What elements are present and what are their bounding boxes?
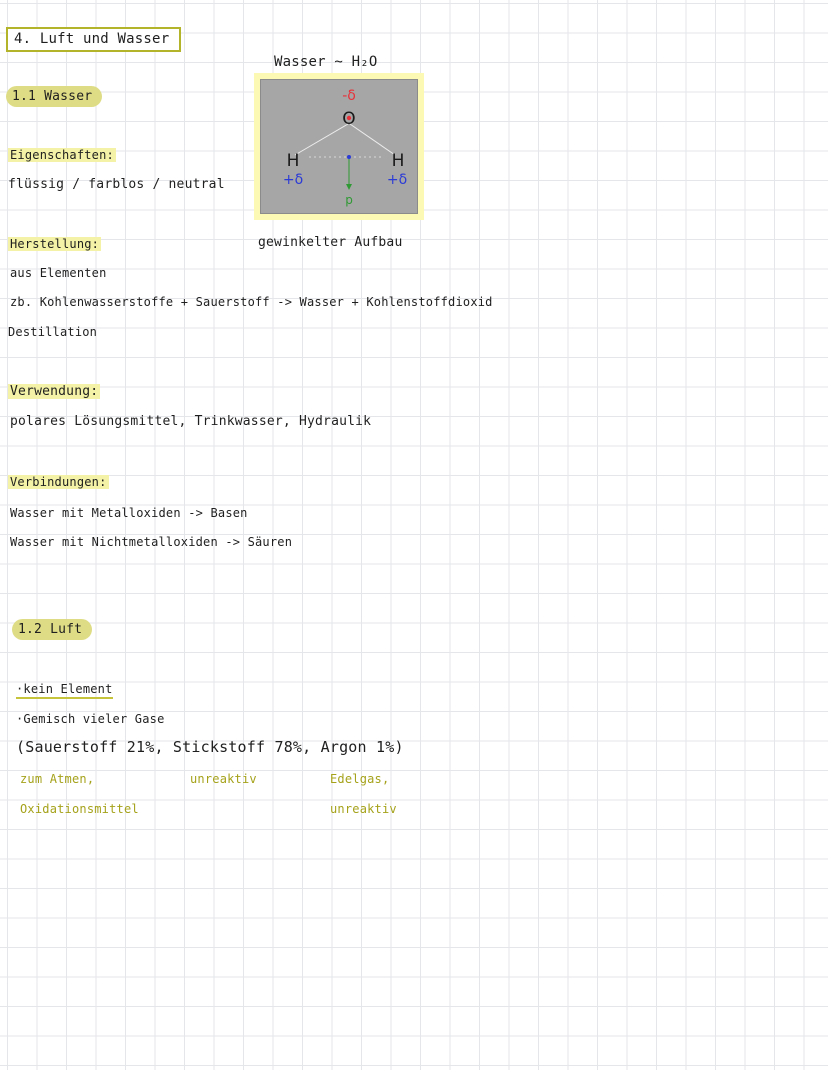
note-argon-1: Edelgas, (330, 772, 390, 786)
note-sauerstoff-1: zum Atmen, (20, 772, 95, 786)
luft-bullet-1-text: ·kein Element (16, 682, 113, 699)
dipole-label: p (345, 193, 353, 207)
water-molecule-svg (261, 80, 417, 213)
page-title: 4. Luft und Wasser (6, 27, 181, 52)
structure-caption: gewinkelter Aufbau (258, 235, 403, 250)
herstellung-line-3: Destillation (8, 325, 98, 339)
hydrogen-right-charge: +δ (386, 172, 408, 188)
molecule-diagram (260, 79, 418, 214)
verwendung-heading-text: Verwendung: (10, 384, 99, 399)
eigenschaften-heading-text: Eigenschaften: (10, 148, 114, 162)
luft-composition: (Sauerstoff 21%, Stickstoff 78%, Argon 1%) (16, 738, 404, 756)
bond-left (295, 124, 348, 155)
herstellung-heading-text: Herstellung: (10, 237, 100, 251)
bond-right (350, 124, 395, 155)
herstellung-heading (8, 237, 101, 251)
eigenschaften-text: flüssig / farblos / neutral (8, 177, 225, 192)
section-heading-luft: 1.2 Luft (12, 619, 92, 640)
verwendung-text: polares Lösungsmittel, Trinkwasser, Hydraulik (10, 414, 372, 429)
formula-label: Wasser ~ H₂O (274, 54, 378, 70)
eigenschaften-heading (8, 148, 116, 162)
verwendung-heading (8, 384, 100, 399)
hydrogen-left-charge: +δ (282, 172, 304, 188)
verbindungen-line-1: Wasser mit Metalloxiden -> Basen (10, 506, 248, 520)
oxygen-charge: -δ (342, 88, 356, 104)
luft-bullet-1 (16, 682, 113, 696)
hydrogen-left-symbol: H (286, 151, 300, 171)
dipole-arrow-head (346, 184, 352, 190)
oxygen-symbol: O (342, 109, 356, 129)
herstellung-line-1: aus Elementen (10, 266, 107, 280)
herstellung-line-2: zb. Kohlenwasserstoffe + Sauerstoff -> Wasser + Kohlenstoffdioxid (10, 295, 493, 309)
hydrogen-right-symbol: H (391, 151, 405, 171)
verbindungen-heading (8, 475, 109, 489)
note-stickstoff: unreaktiv (190, 772, 257, 786)
verbindungen-line-2: Wasser mit Nichtmetalloxiden -> Säuren (10, 535, 293, 549)
charge-center-dot (347, 155, 351, 159)
luft-bullet-2: ·Gemisch vieler Gase (16, 712, 165, 726)
note-argon-2: unreaktiv (330, 802, 397, 816)
section-heading-wasser: 1.1 Wasser (6, 86, 102, 107)
verbindungen-heading-text: Verbindungen: (10, 475, 107, 489)
note-sauerstoff-2: Oxidationsmittel (20, 802, 139, 816)
molecule-diagram-frame (254, 73, 424, 220)
